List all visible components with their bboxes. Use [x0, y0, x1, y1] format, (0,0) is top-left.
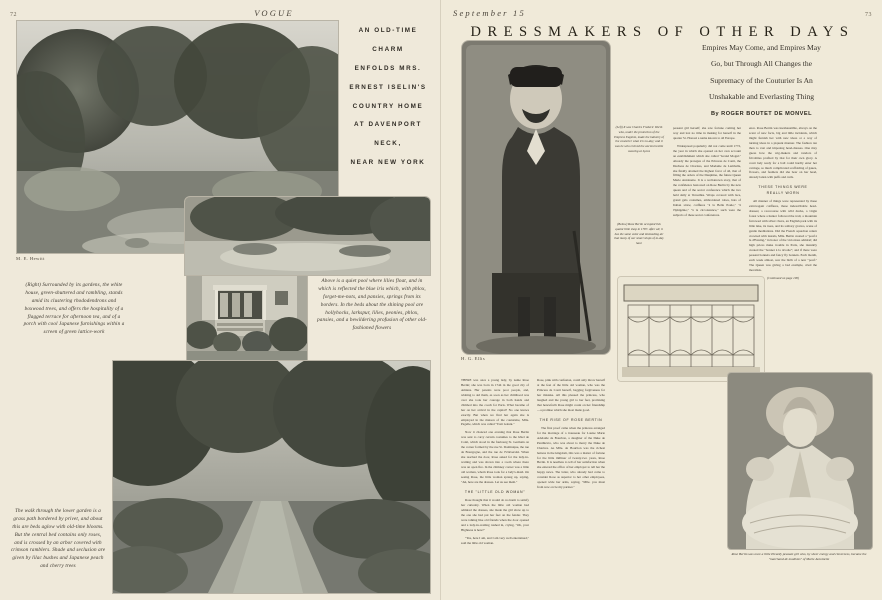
worth-portrait-image	[462, 41, 610, 354]
right-page	[441, 0, 882, 600]
lily-pool-photo	[184, 196, 431, 276]
article-title: DRESSMAKERS OF OTHER DAYS	[470, 24, 855, 40]
body-column-2	[537, 378, 605, 493]
col1-para-2: Now it chanced one evening that Rose Bertin was sent to carry certain costumes to the hôtel de Conti, which stood in the faubourg St. Germain on the corner formed by the rue St. Dominique, the rue de Bourgogne, and the rue de l'Université. When she reached the door, Rose asked for the lady-in-waiting and was shown into a room where there was an open fire. In the chimney corner was a little old woman, whom Rose took for a lady's-maid. On seeing Rose, the little woman sprang up, saying, "Ah, here are the dresses. Let us see them."	[461, 430, 529, 484]
caption-worth: (Left) It was Charles Frederic Worth who, under the protection of the Empress Eugénie, made the industry of the couturier what it is to-day; and it was he who revived the ancient textile weaving at Lyons	[614, 125, 664, 153]
deck-line-4: Unshakable and Everlasting Thing	[708, 91, 815, 101]
article-byline: By ROGER BOUTET DE MONVEL	[710, 111, 813, 118]
white-house-image	[187, 273, 307, 361]
subhead-rise-of-rose-bertin: THE RISE OF ROSE BERTIN	[539, 417, 603, 422]
headline-line-2: ENFOLDS MRS.	[354, 64, 422, 72]
deck-line-1: Empires May Come, and Empires May	[702, 43, 821, 52]
subhead-things-really-worn: THESE THINGS WERE REALLY WORN	[758, 185, 808, 195]
headline-line-3: ERNEST ISELIN'S	[349, 83, 427, 91]
body-column-3	[673, 126, 741, 221]
col4-para-1: ence. Rose Bertin was inexhaustible, always on the scent of new facts, big and little incidents, which might furnish her with new ideas or a way of turning ideas in a piquant manner. The fashion ran then to vast and imposing head-dresses. One may guess how the wig-makers and vendors of frivolities profited by that for their own glory. A court lady ready for a ball could hardly enter her carriage, so much complicated scaffolding of gauze, flowers, and feathers did she bear on her head, already laden with puffs and curls.	[749, 126, 817, 180]
garden-walk-image	[113, 361, 430, 593]
caption-shop: (Below) Rose Bertin occupied this quaint little shop in 1787. After all, it has the same valor and misleading air that many of our smart shops of to-day have	[614, 222, 664, 246]
rose-bertin-portrait-image	[728, 373, 872, 549]
caption-pool: Above is a quiet pool where lilies float, and in which is reflected the blue iris which, with phlox, forget-me-nots, and pansies, springs from its borders. In the beds about the shining pool are hollyhocks, larkspur, lilies, peonies, phlox, pansies, and a bewildering profusion of other old-fashioned flowers	[317, 278, 427, 332]
right-folio: 73	[865, 12, 872, 18]
publication-title: VOGUE	[254, 8, 294, 18]
col3-para-2: Widespread popularity did not come until 1772, the year in which she opened on her own account an establishment which she called "Grand Mogul." Already the protegée of the Princess de Conti, the Duchess de Chartres, and Madame de Lamballe, she finally attained the highest favor of all, that of filling the orders of the Dauphine, the future Queen Marie Antoinette. It is a well-known story, that of the confidence bestowed on Rose Bertin by the new queen and of the secret conference which the two held daily at Versailles. Wraps covered with lace, grand gala costumes, embroidered robes, hats of Italian straw, coiffures "à la Belle Poule," "à l'Iphigénie," "à la circonstance," such were the subjects of these secret conferences.	[673, 143, 741, 217]
col2-para-1: Rose, pink with confusion, could only throw herself at the feet of the little old woman, who was the Princess de Conti herself, begging forgiveness for her mistake. All this pleased the princess, who laughed and the young girl to her feet, promising that henceforth Rose might count on her friendship—a promise which she most made good.	[537, 378, 605, 412]
bertin-shop-image	[618, 277, 764, 381]
rose-bertin-portrait-photo	[727, 372, 873, 550]
left-headline	[342, 22, 434, 173]
col1-para-3: Rose thought that it would do no harm to satisfy her curiosity. When the little old woman had admired the dresses, she made the girl show up to the one she had put her feet on the fender. They were talking like old friends when the door opened and a lady-in-waiting rushed in, crying, "Oh, your Highness is here!"	[461, 498, 529, 532]
headline-line-6: NEAR NEW YORK	[350, 159, 426, 167]
deck-line-2: Go, but Through All Changes the	[710, 59, 813, 69]
col1-para-1: THERE was once a young lady, by name Rose Bertin; she was born in 1744 in the good city of Amiens. Her parents were poor people, and, wishing to aid them, as soon as her childhood was over she took her courage in both hands and climbed into the coach for Paris. What became of her on her arrival in the capital? No one knows exactly. But when we find her again she is employed in the maison of the couturière, Mlle. Pagelle, which was called "Trait Galant."	[461, 378, 529, 427]
right-photo-credit: H. G. Ellis	[461, 356, 486, 361]
white-house-photo	[186, 272, 308, 362]
bertin-shop-photo	[617, 276, 765, 382]
deck-line-3: Supremacy of the Couturier Is An	[710, 75, 813, 85]
garden-walk-photo	[112, 360, 431, 594]
article-deck	[659, 40, 864, 120]
body-column-4	[749, 126, 817, 281]
caption-walk: The walk through the lower garden is a grass path bordered by privet, and about this are beds aglow with old-time blooms. But the central bed contains only roses, and is crossed by an arbor covered with crimson ramblers. Shade and seclusion are given by lilac bushes and Japanese peach and cherry trees	[10, 508, 106, 570]
headline-line-1: AN OLD-TIME CHARM	[358, 27, 418, 53]
body-column-1	[461, 378, 529, 548]
continued-note: (Continued on page 190)	[767, 276, 799, 280]
left-folio: 72	[10, 12, 17, 18]
headline-line-4: COUNTRY HOME	[352, 102, 424, 110]
caption-house: (Right) Surrounded by its gardens, the white house, green-shuttered and rambling, stands amid its clustering rhododendrons and boxwood trees, and offers the hospitality of a flagged terrace for afternoon tea, and of a porch with cool Japanese furnishings within a screen of green lattice-work	[23, 282, 125, 336]
right-running-head	[453, 8, 872, 22]
col4-para-2: All manner of things were represented by these extravagant coiffures, these indescribable head-dresses; a racecourse with wild ducks, a virgin forest where a hunter followed the trail, a mountain furrowed with silver rivers, an English park with its little lake, its trees, and its solitary grottos, scene of gentle meditations. Did the French squadron return crowned with laurels, Mlle. Bertin created a "pouf à la d'Estaing," in honor of the victorious admiral; did high prices make trouble in Paris, she instantly created the "bonnet à la révolte"; and if there were peasant bonnets and fancy fly bonnets. Each month, each week almost, saw the birth of a new "pouf." The Queen was giving a bad example, cried the moralists.	[749, 198, 817, 273]
col2-para-2: The first proof came when the princess arranged for the marriage of a trousseau for Louise Marie Adelaide de Bourbon, a daughter of the Duke de Penthièvre, who was about to marry the Duke de Chartres. As Mlle. de Bourbon was the richest heiress in the kingdom, this was a matter of fortune for the little milliner of twenty-two years, Rose Bertin. It is needless to tell of her satisfaction when she entered the office of her employer to tell her the happy news. The latter, who already had come to consider Rose as superior to her other employees, opened wide her arms, saying, "Mlle. you must from now on be my partner."	[537, 425, 605, 490]
headline-line-5: AT DAVENPORT NECK,	[354, 121, 422, 148]
lily-pool-image	[185, 197, 430, 275]
subhead-little-old-woman: THE "LITTLE OLD WOMAN"	[464, 489, 526, 494]
left-photo-credit: M. E. Hewitt	[16, 256, 45, 261]
worth-portrait-photo	[461, 40, 611, 355]
caption-rose-bertin: Rose Bertin was once a little Picardy peasant girl who, by sheer energy and cleverness, became the "marchand de modistes" of Marie Antoinette	[731, 552, 867, 562]
col3-para-1: peasant girl herself; she saw fortune coming her way and lost no time in making for herself in the quarter St. Honoré a name known to all Europe.	[673, 126, 741, 140]
col1-para-4: "Yes, here I am, and I am very well entertained," said the little old woman.	[461, 535, 529, 545]
issue-date: September 15	[453, 8, 526, 18]
